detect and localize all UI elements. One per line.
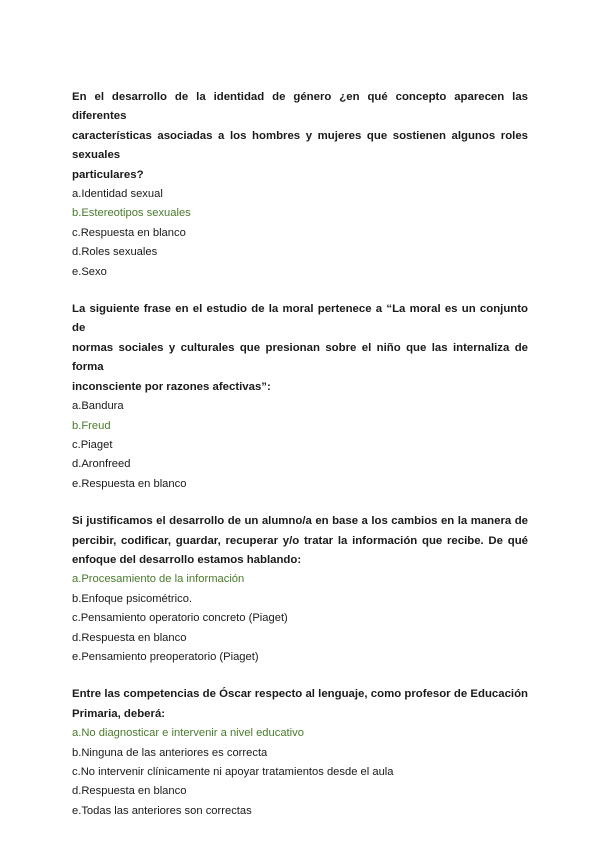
question-3 [72,512,528,667]
question-line: En el desarrollo de la identidad de género ¿en qué concepto aparecen las diferentes [72,91,528,123]
answer-option-correct: a.Procesamiento de la información [72,573,245,586]
answer-option-correct: b.Freud [72,419,111,432]
question-line: Primaria, deberá: [72,707,166,720]
document-page [72,88,528,839]
question-line: La siguiente frase en el estudio de la moral pertenece a “La moral es un conjunto de [72,303,528,335]
question-line: particulares? [72,168,144,181]
answer-option: c.Piaget [72,438,113,451]
answer-option: d.Respuesta en blanco [72,785,187,798]
answer-option-correct: a.No diagnosticar e intervenir a nivel educativo [72,727,304,740]
question-4 [72,685,528,821]
question-line: enfoque del desarrollo estamos hablando: [72,553,302,566]
question-line: Entre las competencias de Óscar respecto al lenguaje, como profesor de Educación [72,688,528,701]
question-line: percibir, codificar, guardar, recuperar y/o tratar la información que recibe. De qué [72,534,528,547]
question-line: Si justificamos el desarrollo de un alumno/a en base a los cambios en la manera de [72,515,528,528]
answer-option: b.Enfoque psicométrico. [72,592,193,605]
answer-option: e.Sexo [72,265,107,278]
question-text [72,685,528,724]
answer-option: c.No intervenir clínicamente ni apoyar tratamientos desde el aula [72,766,394,778]
answer-option: a.Bandura [72,400,124,413]
question-line: características asociadas a los hombres y mujeres que sostienen algunos roles [72,129,528,142]
question-text [72,300,528,397]
answer-option: e.Pensamiento preoperatorio (Piaget) [72,650,259,663]
answer-option-correct: b.Estereotipos sexuales [72,207,191,220]
answer-option: d.Aronfreed [72,458,131,471]
question-line: sexuales [72,149,121,162]
question-line: inconsciente por razones afectivas”: [72,380,271,393]
answer-option: d.Respuesta en blanco [72,631,187,644]
answer-option: c.Pensamiento operatorio concreto (Piaget) [72,612,288,625]
answer-option: a.Identidad sexual [72,188,163,201]
answer-option: d.Roles sexuales [72,246,158,259]
question-1 [72,88,528,282]
question-2 [72,300,528,494]
question-line: normas sociales y culturales que presionan sobre el niño que las internaliza de forma [72,341,528,374]
answer-option: e.Respuesta en blanco [72,477,187,490]
answer-option: b.Ninguna de las anteriores es correcta [72,746,268,759]
question-text [72,512,528,570]
answer-option: e.Todas las anteriores son correctas [72,804,252,817]
question-text [72,88,528,185]
answer-option: c.Respuesta en blanco [72,226,186,239]
